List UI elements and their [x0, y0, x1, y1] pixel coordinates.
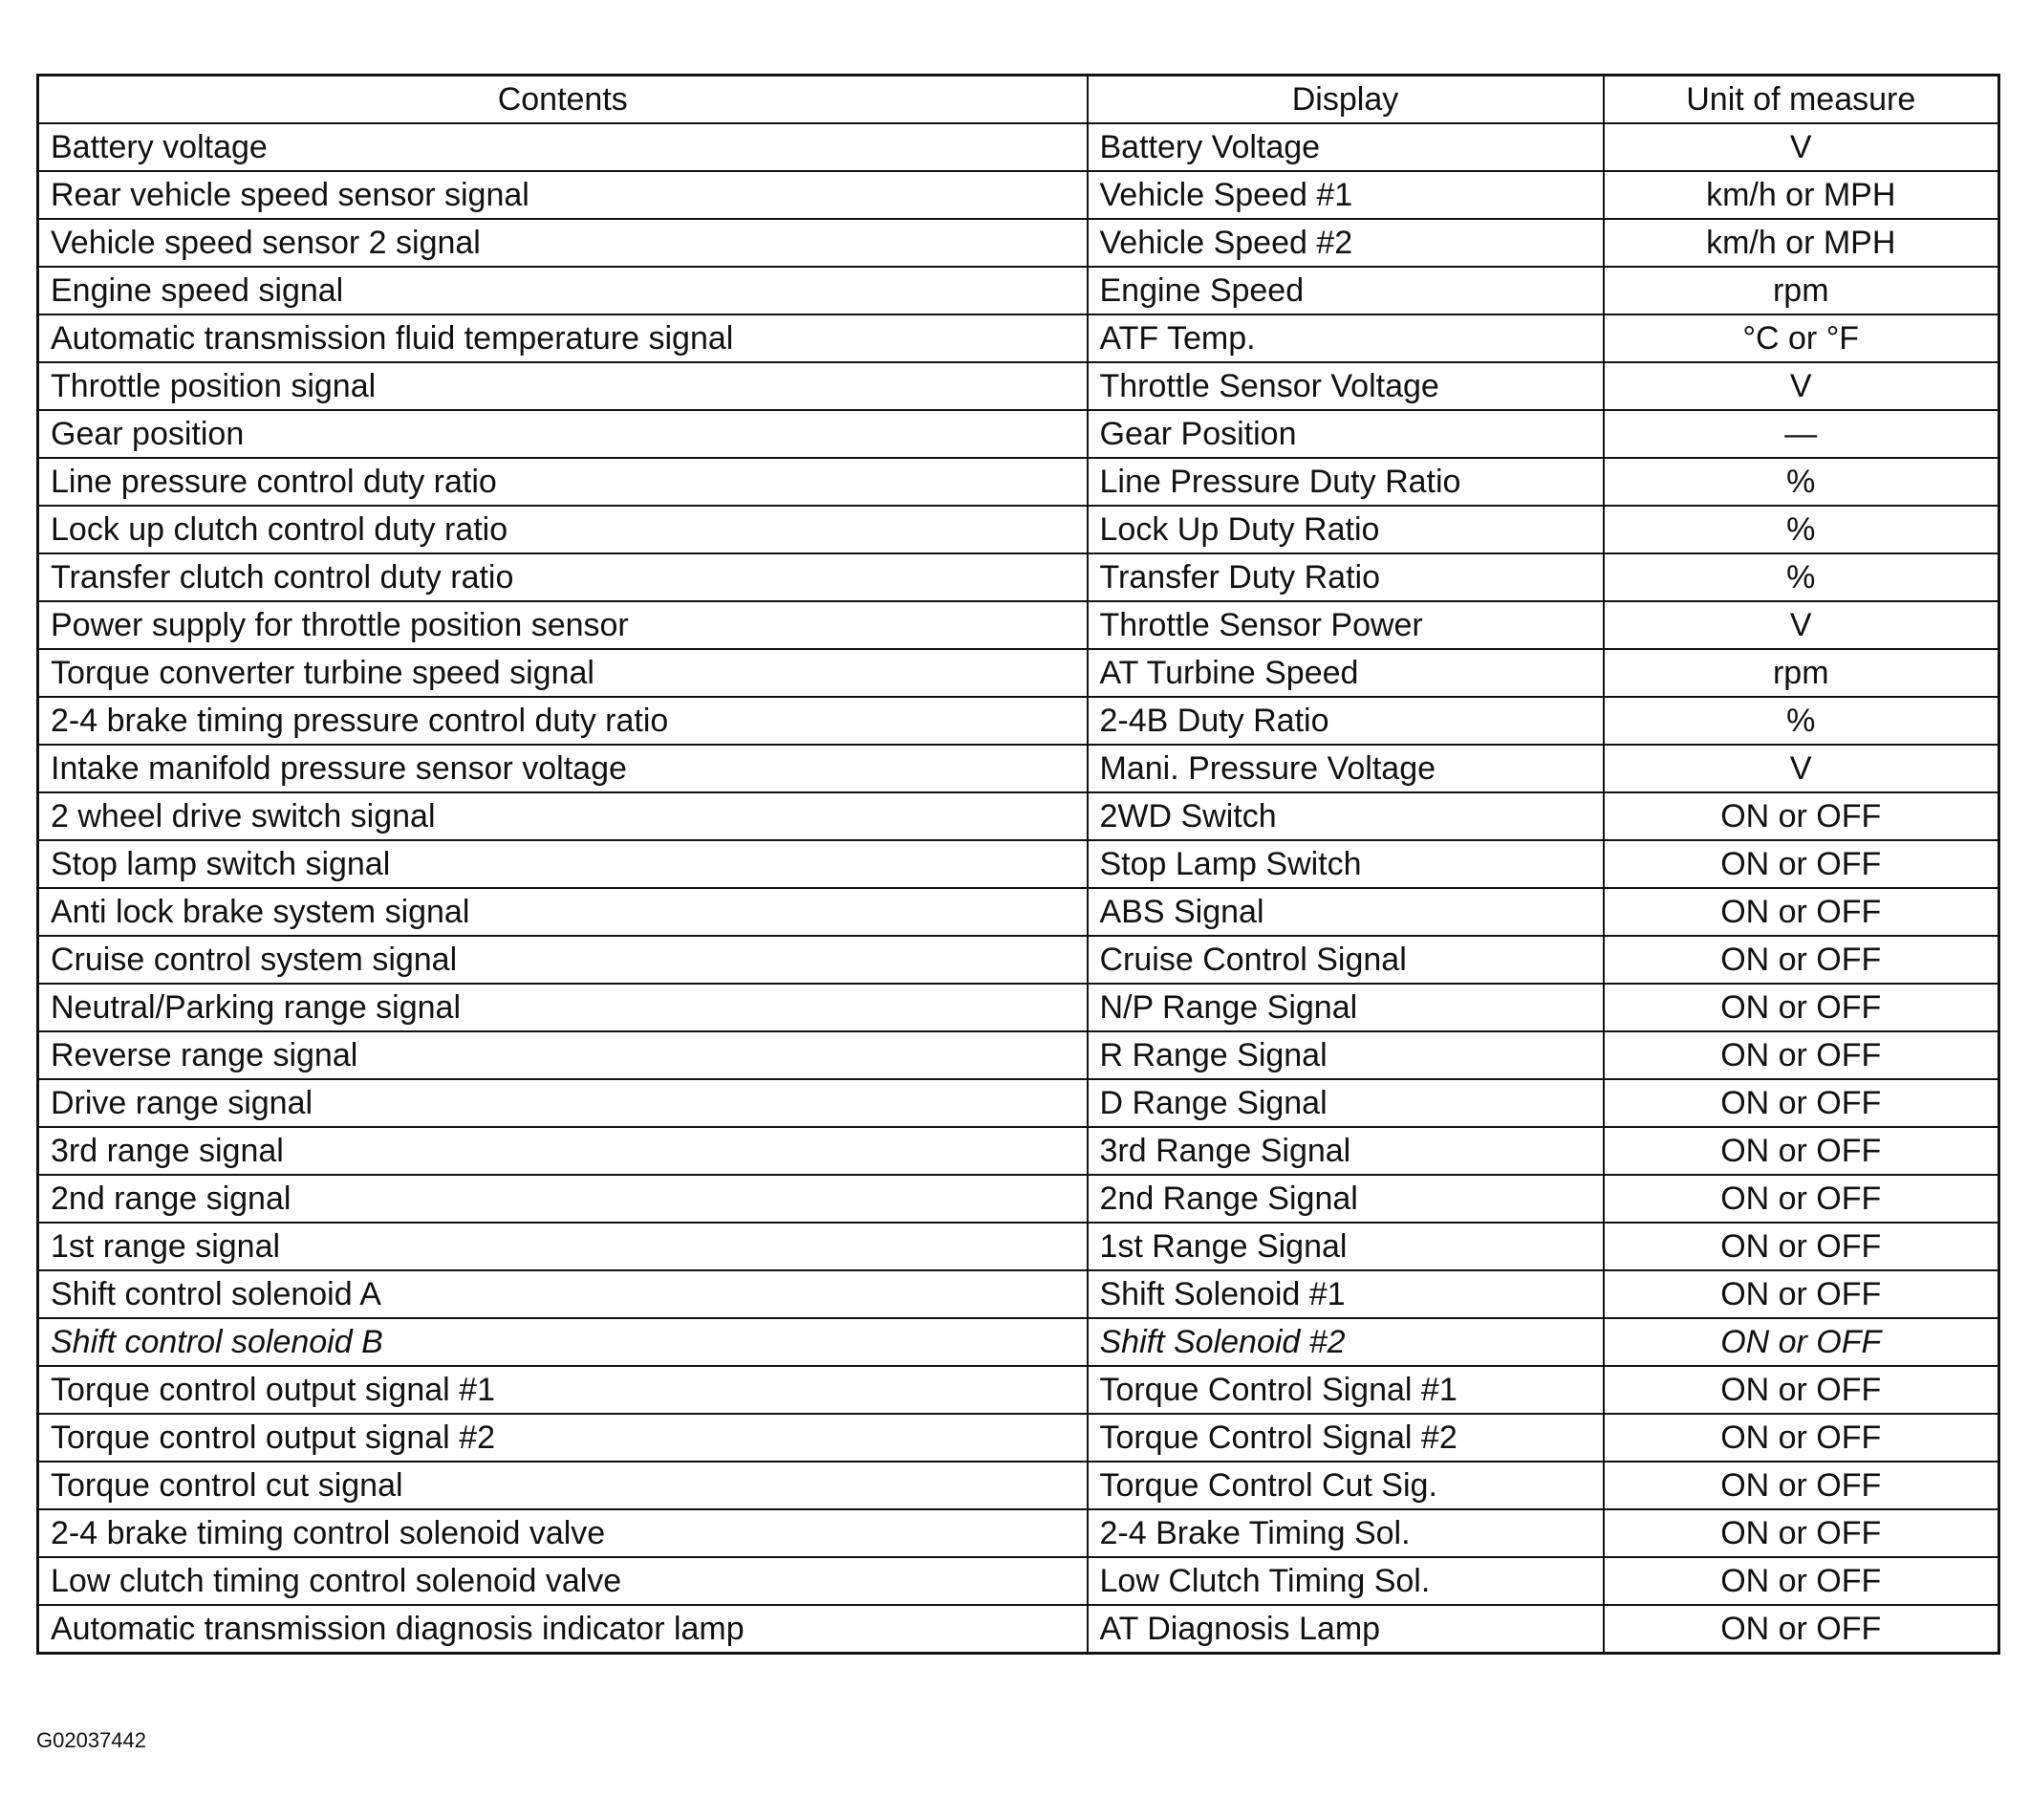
cell-display: Shift Solenoid #1 — [1088, 1270, 1604, 1318]
cell-display: Engine Speed — [1088, 267, 1604, 314]
cell-display: Torque Control Signal #2 — [1088, 1414, 1604, 1462]
cell-unit: ON or OFF — [1604, 1605, 1999, 1654]
table-row — [38, 1557, 1999, 1605]
cell-unit: ON or OFF — [1604, 1175, 1999, 1223]
cell-display: Transfer Duty Ratio — [1088, 553, 1604, 601]
cell-display: 2-4B Duty Ratio — [1088, 697, 1604, 745]
table-row — [38, 888, 1999, 936]
cell-contents: Torque control output signal #2 — [38, 1414, 1088, 1462]
cell-contents: Gear position — [38, 410, 1088, 458]
cell-display: Stop Lamp Switch — [1088, 840, 1604, 888]
table-row — [38, 1366, 1999, 1414]
cell-display: Throttle Sensor Voltage — [1088, 362, 1604, 410]
cell-unit: % — [1604, 506, 1999, 553]
table-row — [38, 1223, 1999, 1270]
cell-display: AT Turbine Speed — [1088, 649, 1604, 697]
table-row — [38, 123, 1999, 171]
table-row — [38, 458, 1999, 506]
cell-display: Gear Position — [1088, 410, 1604, 458]
cell-display: Vehicle Speed #1 — [1088, 171, 1604, 219]
cell-unit: ON or OFF — [1604, 792, 1999, 840]
cell-display: Throttle Sensor Power — [1088, 601, 1604, 649]
cell-display: Torque Control Signal #1 — [1088, 1366, 1604, 1414]
cell-contents: Stop lamp switch signal — [38, 840, 1088, 888]
cell-display: ATF Temp. — [1088, 314, 1604, 362]
cell-contents: Torque control output signal #1 — [38, 1366, 1088, 1414]
cell-unit: ON or OFF — [1604, 1509, 1999, 1557]
header-contents: Contents — [38, 76, 1088, 124]
header-row — [38, 76, 1999, 124]
table-row — [38, 1270, 1999, 1318]
cell-display: 2nd Range Signal — [1088, 1175, 1604, 1223]
cell-unit: V — [1604, 123, 1999, 171]
table-row — [38, 1509, 1999, 1557]
cell-unit: ON or OFF — [1604, 1031, 1999, 1079]
cell-unit: ON or OFF — [1604, 1318, 1999, 1366]
table-header — [38, 76, 1999, 124]
cell-unit: ON or OFF — [1604, 888, 1999, 936]
cell-display: Low Clutch Timing Sol. — [1088, 1557, 1604, 1605]
table-row — [38, 506, 1999, 553]
cell-contents: 3rd range signal — [38, 1127, 1088, 1175]
data-table — [36, 74, 2000, 1655]
cell-display: Cruise Control Signal — [1088, 936, 1604, 984]
cell-display: AT Diagnosis Lamp — [1088, 1605, 1604, 1654]
table-row — [38, 410, 1999, 458]
table-row — [38, 1175, 1999, 1223]
header-display: Display — [1088, 76, 1604, 124]
cell-contents: Transfer clutch control duty ratio — [38, 553, 1088, 601]
cell-contents: Engine speed signal — [38, 267, 1088, 314]
table-row — [38, 745, 1999, 792]
cell-display: Mani. Pressure Voltage — [1088, 745, 1604, 792]
cell-display: Line Pressure Duty Ratio — [1088, 458, 1604, 506]
cell-contents: Low clutch timing control solenoid valve — [38, 1557, 1088, 1605]
table-row — [38, 601, 1999, 649]
cell-contents: Line pressure control duty ratio — [38, 458, 1088, 506]
cell-contents: Neutral/Parking range signal — [38, 984, 1088, 1031]
table-row — [38, 1031, 1999, 1079]
table-row — [38, 1462, 1999, 1509]
cell-unit: rpm — [1604, 649, 1999, 697]
cell-contents: Battery voltage — [38, 123, 1088, 171]
cell-unit: °C or °F — [1604, 314, 1999, 362]
table-row — [38, 553, 1999, 601]
cell-display: Shift Solenoid #2 — [1088, 1318, 1604, 1366]
cell-display: N/P Range Signal — [1088, 984, 1604, 1031]
table-row — [38, 1127, 1999, 1175]
table-row — [38, 1414, 1999, 1462]
cell-contents: 2 wheel drive switch signal — [38, 792, 1088, 840]
table-row — [38, 697, 1999, 745]
cell-contents: Throttle position signal — [38, 362, 1088, 410]
table-row — [38, 267, 1999, 314]
cell-display: D Range Signal — [1088, 1079, 1604, 1127]
cell-unit: ON or OFF — [1604, 1270, 1999, 1318]
figure-id: G02037442 — [36, 1728, 146, 1752]
cell-unit: % — [1604, 697, 1999, 745]
cell-unit: V — [1604, 745, 1999, 792]
cell-contents: 2-4 brake timing control solenoid valve — [38, 1509, 1088, 1557]
table-row — [38, 1318, 1999, 1366]
cell-display: 2WD Switch — [1088, 792, 1604, 840]
cell-display: ABS Signal — [1088, 888, 1604, 936]
cell-contents: Power supply for throttle position sensor — [38, 601, 1088, 649]
cell-contents: 2nd range signal — [38, 1175, 1088, 1223]
cell-unit: % — [1604, 458, 1999, 506]
cell-contents: Drive range signal — [38, 1079, 1088, 1127]
cell-unit: ON or OFF — [1604, 1462, 1999, 1509]
cell-unit: ON or OFF — [1604, 1079, 1999, 1127]
cell-contents: Automatic transmission fluid temperature signal — [38, 314, 1088, 362]
cell-unit: km/h or MPH — [1604, 219, 1999, 267]
table-body — [38, 123, 1999, 1654]
cell-contents: Automatic transmission diagnosis indicator lamp — [38, 1605, 1088, 1654]
table-row — [38, 984, 1999, 1031]
cell-contents: Cruise control system signal — [38, 936, 1088, 984]
cell-unit: ON or OFF — [1604, 1366, 1999, 1414]
cell-unit: ON or OFF — [1604, 984, 1999, 1031]
cell-contents: Vehicle speed sensor 2 signal — [38, 219, 1088, 267]
table-row — [38, 362, 1999, 410]
cell-contents: Lock up clutch control duty ratio — [38, 506, 1088, 553]
cell-display: Battery Voltage — [1088, 123, 1604, 171]
cell-unit: ON or OFF — [1604, 1557, 1999, 1605]
cell-contents: Anti lock brake system signal — [38, 888, 1088, 936]
cell-display: Vehicle Speed #2 — [1088, 219, 1604, 267]
cell-contents: Reverse range signal — [38, 1031, 1088, 1079]
cell-display: Lock Up Duty Ratio — [1088, 506, 1604, 553]
cell-contents: 2-4 brake timing pressure control duty ratio — [38, 697, 1088, 745]
cell-unit: V — [1604, 362, 1999, 410]
cell-unit: ON or OFF — [1604, 936, 1999, 984]
cell-unit: ON or OFF — [1604, 840, 1999, 888]
table-row — [38, 171, 1999, 219]
table-row — [38, 792, 1999, 840]
cell-unit: — — [1604, 410, 1999, 458]
cell-display: R Range Signal — [1088, 1031, 1604, 1079]
table-row — [38, 1605, 1999, 1654]
cell-unit: km/h or MPH — [1604, 171, 1999, 219]
table-row — [38, 219, 1999, 267]
table-row — [38, 840, 1999, 888]
header-unit: Unit of measure — [1604, 76, 1999, 124]
table-row — [38, 1079, 1999, 1127]
cell-display: 3rd Range Signal — [1088, 1127, 1604, 1175]
cell-contents: Torque converter turbine speed signal — [38, 649, 1088, 697]
cell-display: 2-4 Brake Timing Sol. — [1088, 1509, 1604, 1557]
table-row — [38, 649, 1999, 697]
cell-contents: Shift control solenoid A — [38, 1270, 1088, 1318]
cell-unit: V — [1604, 601, 1999, 649]
cell-contents: 1st range signal — [38, 1223, 1088, 1270]
cell-unit: % — [1604, 553, 1999, 601]
cell-contents: Intake manifold pressure sensor voltage — [38, 745, 1088, 792]
cell-unit: ON or OFF — [1604, 1414, 1999, 1462]
cell-unit: ON or OFF — [1604, 1127, 1999, 1175]
cell-display: 1st Range Signal — [1088, 1223, 1604, 1270]
cell-contents: Rear vehicle speed sensor signal — [38, 171, 1088, 219]
table-row — [38, 314, 1999, 362]
cell-contents: Shift control solenoid B — [38, 1318, 1088, 1366]
cell-contents: Torque control cut signal — [38, 1462, 1088, 1509]
cell-unit: rpm — [1604, 267, 1999, 314]
table-row — [38, 936, 1999, 984]
cell-unit: ON or OFF — [1604, 1223, 1999, 1270]
cell-display: Torque Control Cut Sig. — [1088, 1462, 1604, 1509]
